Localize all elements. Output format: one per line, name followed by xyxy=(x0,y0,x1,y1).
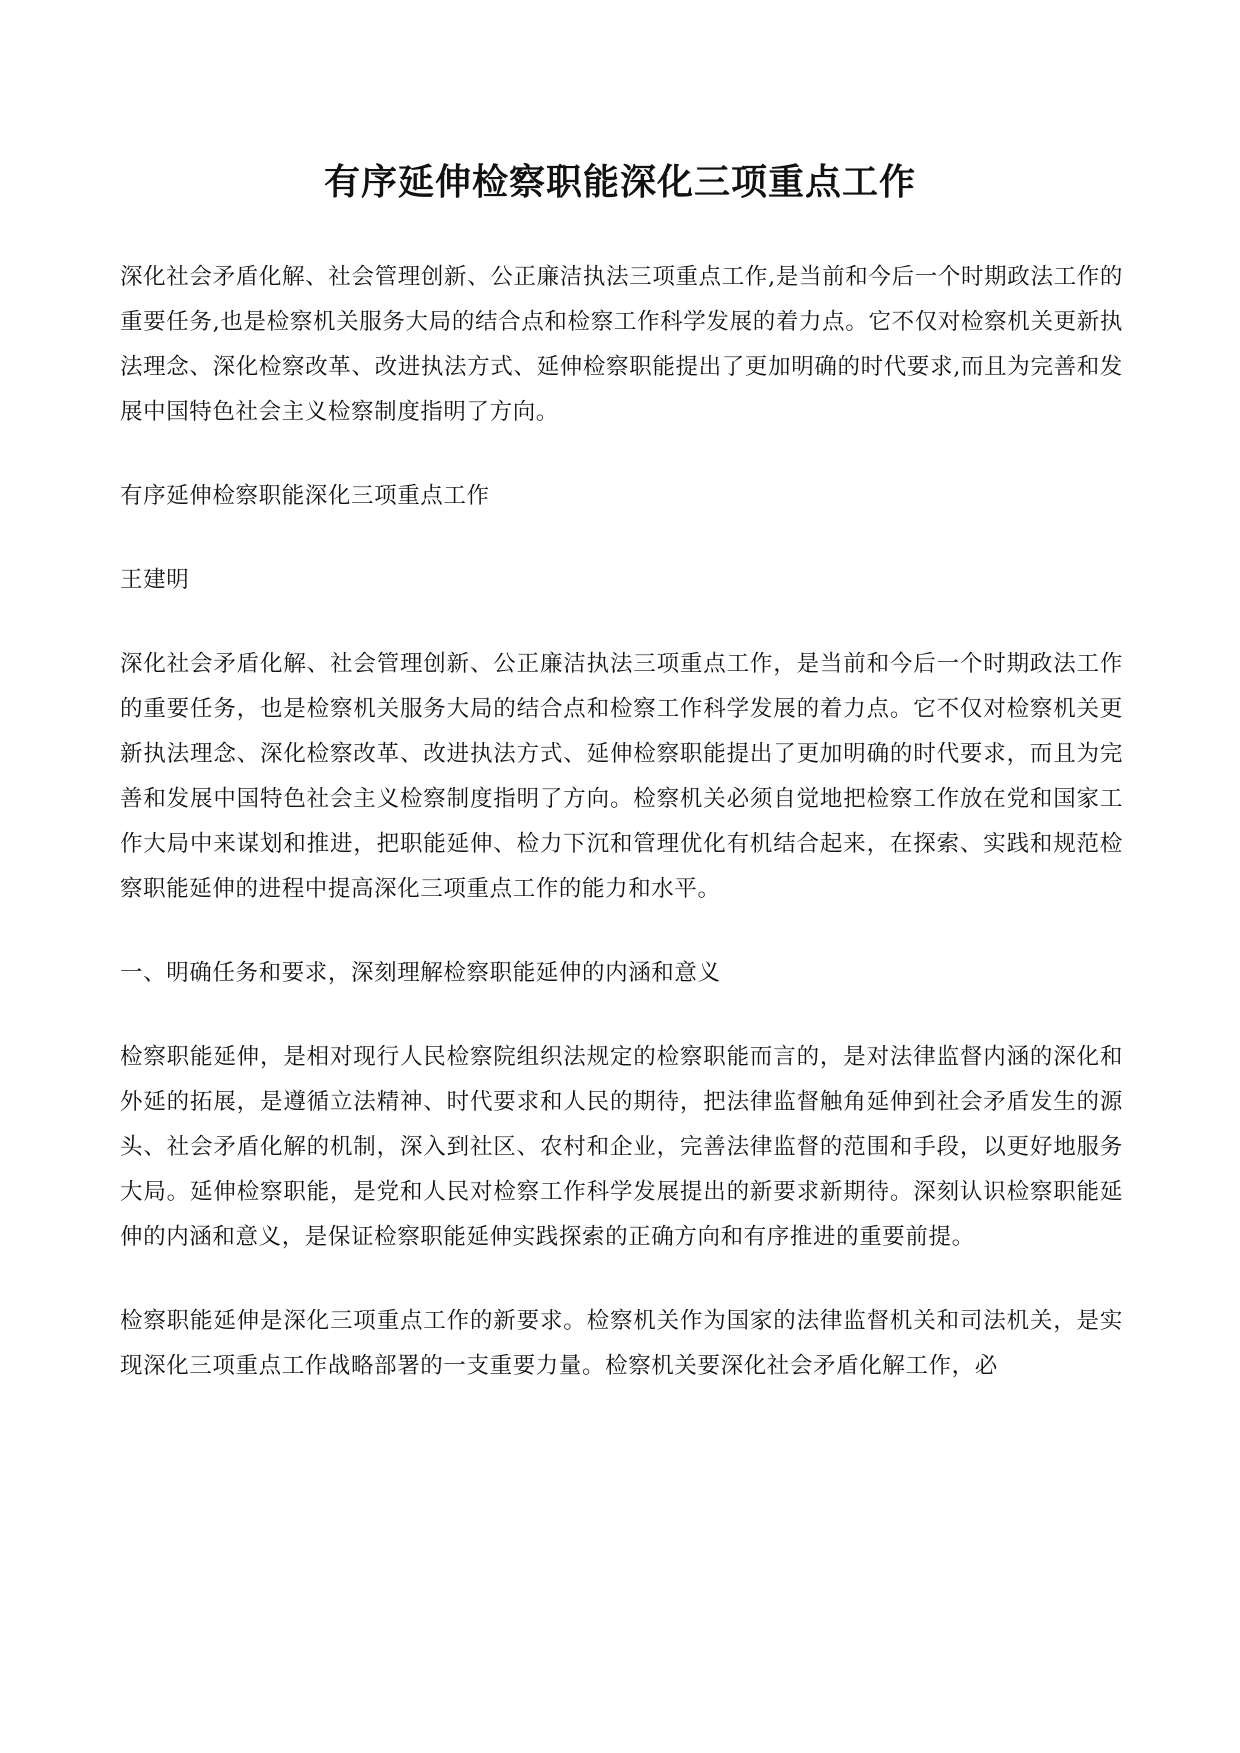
body-paragraph: 检察职能延伸是深化三项重点工作的新要求。检察机关作为国家的法律监督机关和司法机关，是实现深化三项重点工作战略部署的一支重要力量。检察机关要深化社会矛盾化解工作，必 xyxy=(120,1308,1123,1379)
document-body xyxy=(120,255,1123,1428)
author-name: 王建明 xyxy=(120,567,190,593)
intro-paragraph: 深化社会矛盾化解、社会管理创新、公正廉洁执法三项重点工作，是当前和今后一个时期政法工作的重要任务，也是检察机关服务大局的结合点和检察工作科学发展的着力点。它不仅对检察机关更新执法理念、深化检察改革、改进执法方式、延伸检察职能提出了更加明确的时代要求，而且为完善和发展中国特色社会主义检察制度指明了方向。检察机关必须自觉地把检察工作放在党和国家工作大局中来谋划和推进，把职能延伸、检力下沉和管理优化有机结合起来，在探索、实践和规范检察职能延伸的进程中提高深化三项重点工作的能力和水平。 xyxy=(120,651,1123,902)
summary-paragraph: 深化社会矛盾化解、社会管理创新、公正廉洁执法三项重点工作,是当前和今后一个时期政法工作的重要任务,也是检察机关服务大局的结合点和检察工作科学发展的着力点。它不仅对检察机关更新执法理念、深化检察改革、改进执法方式、延伸检察职能提出了更加明确的时代要求,而且为完善和发展中国特色社会主义检察制度指明了方向。 xyxy=(120,264,1123,425)
body-paragraph: 检察职能延伸，是相对现行人民检察院组织法规定的检察职能而言的，是对法律监督内涵的深化和外延的拓展，是遵循立法精神、时代要求和人民的期待，把法律监督触角延伸到社会矛盾发生的源头、社会矛盾化解的机制，深入到社区、农村和企业，完善法律监督的范围和手段，以更好地服务大局。延伸检察职能，是党和人民对检察工作科学发展提出的新要求新期待。深刻认识检察职能延伸的内涵和意义，是保证检察职能延伸实践探索的正确方向和有序推进的重要前提。 xyxy=(120,1044,1123,1250)
article-subtitle: 有序延伸检察职能深化三项重点工作 xyxy=(120,483,490,509)
section-heading: 一、明确任务和要求，深刻理解检察职能延伸的内涵和意义 xyxy=(120,960,721,986)
document-title: 有序延伸检察职能深化三项重点工作 xyxy=(323,161,916,203)
